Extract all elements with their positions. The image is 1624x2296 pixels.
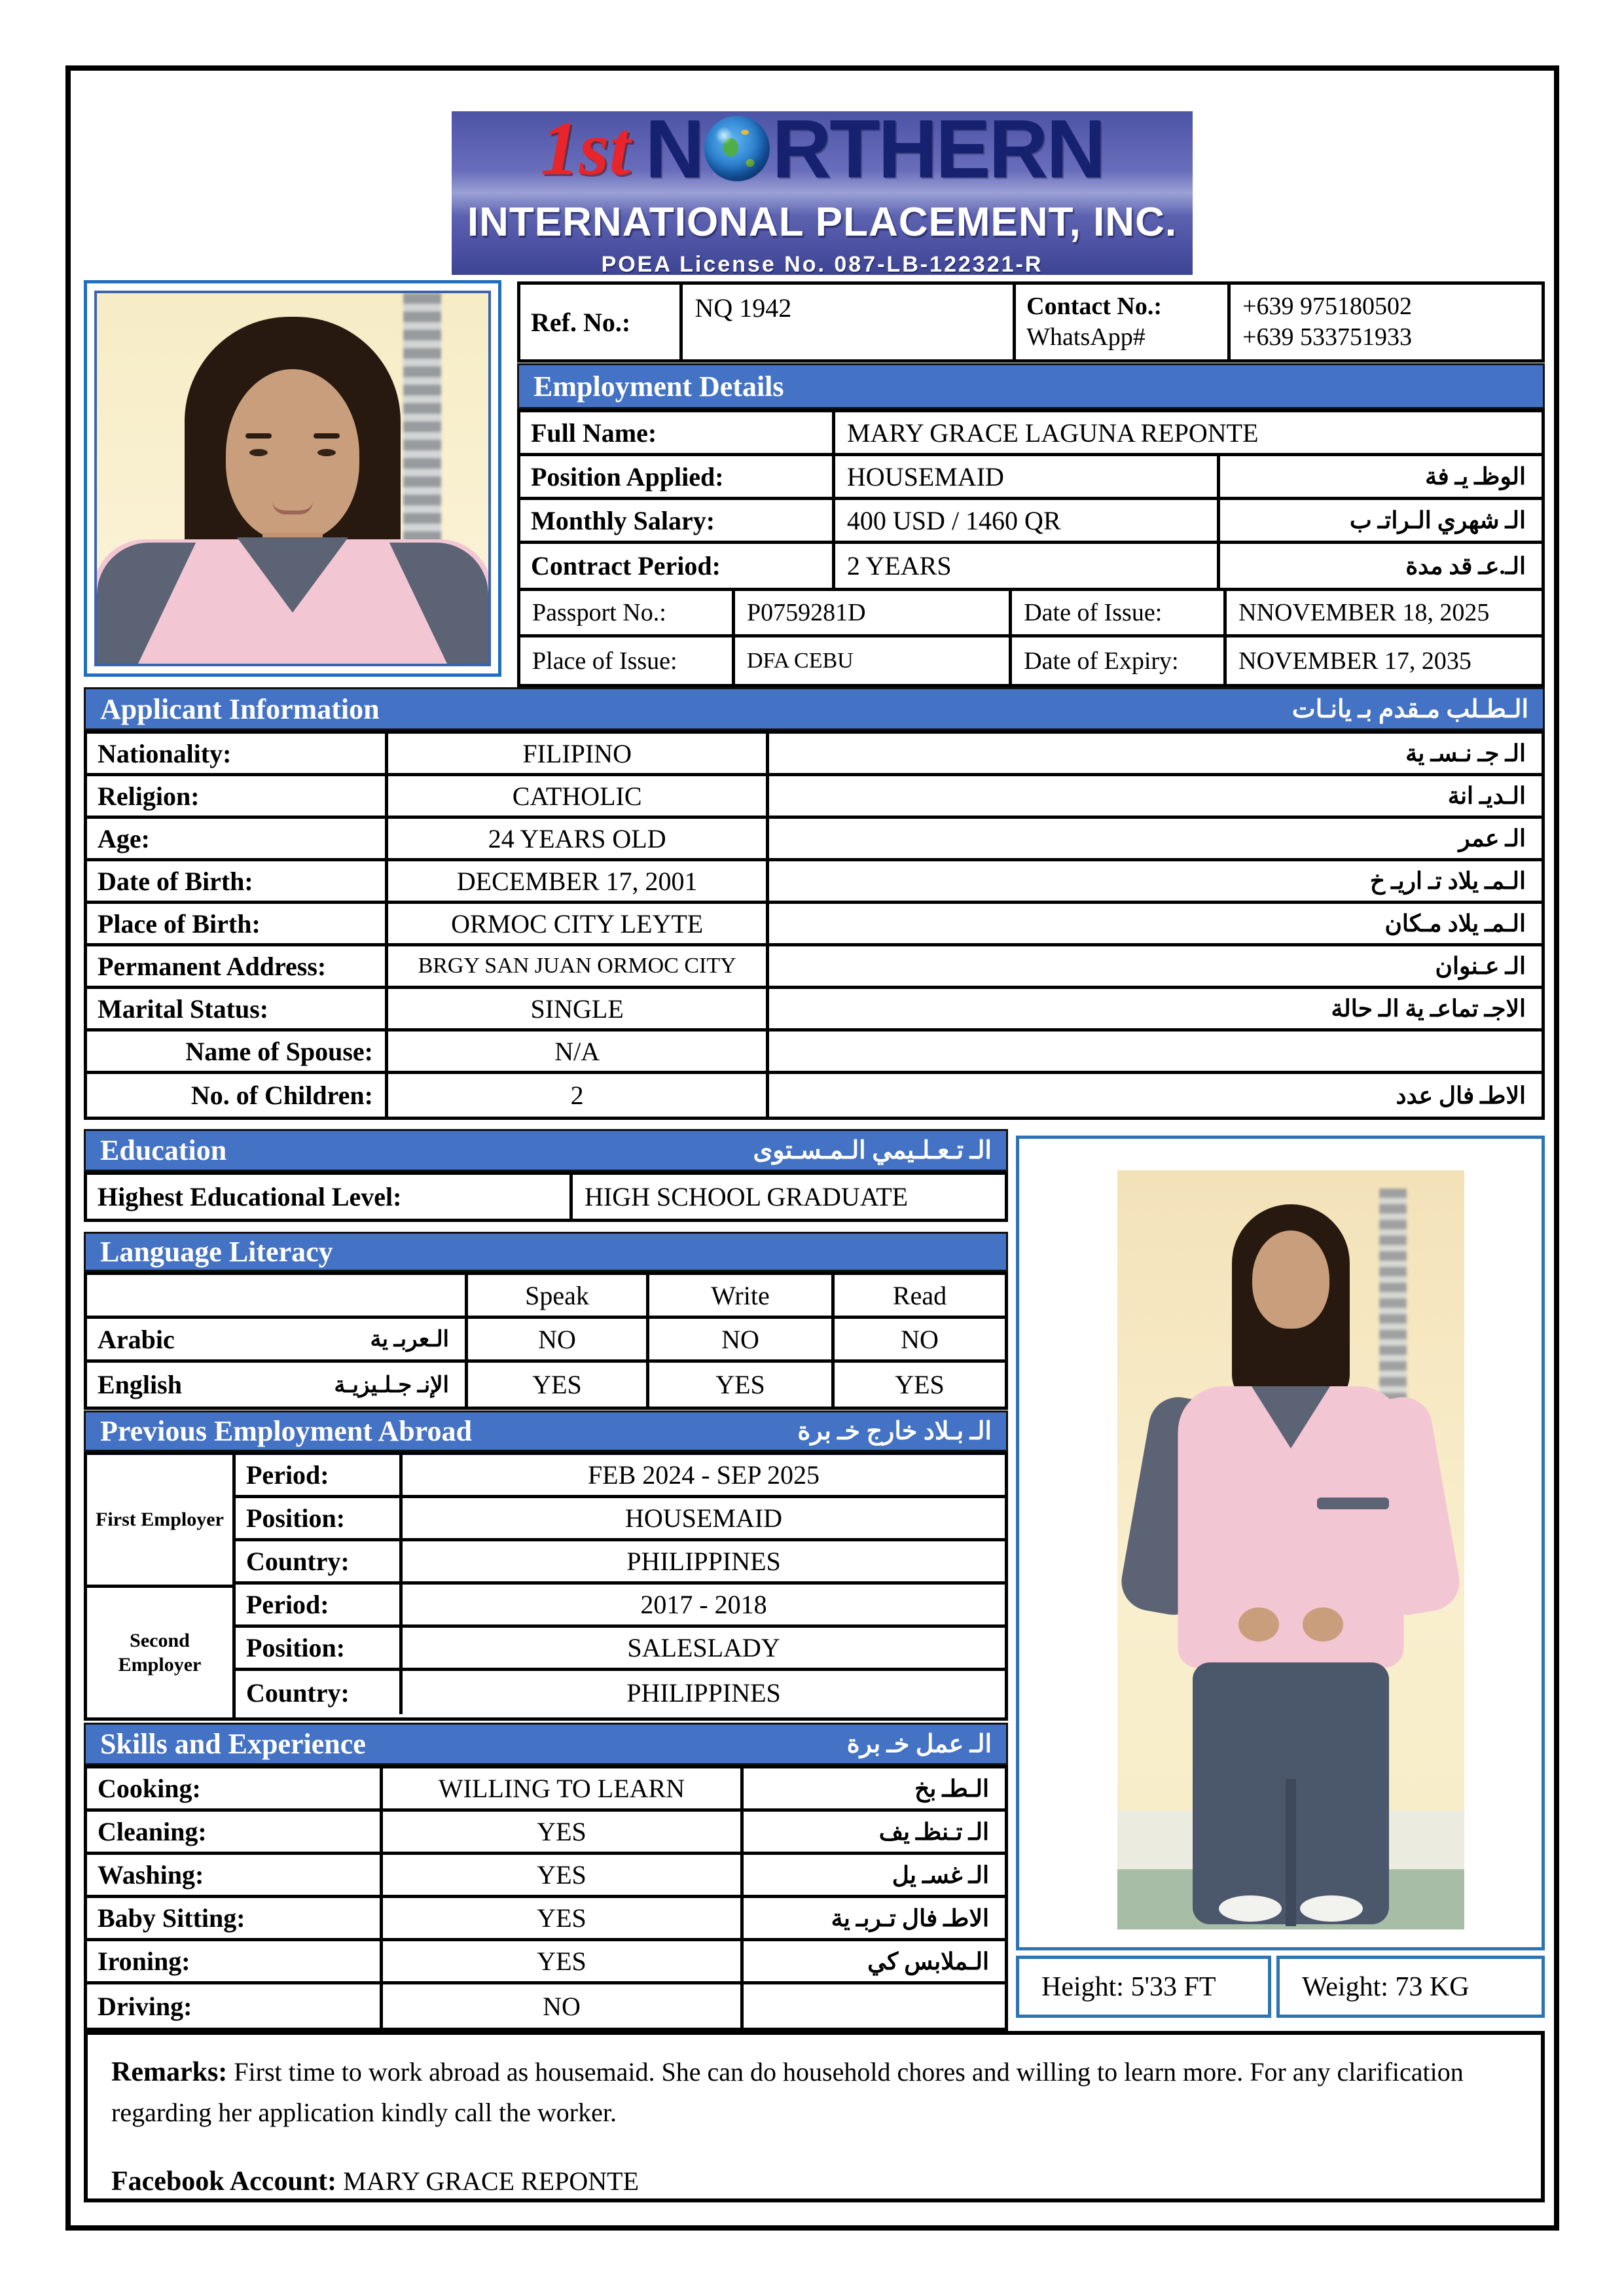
place-of-birth-arabic: الـمـ يلاد مـكان <box>1384 910 1526 937</box>
nationality-label: Nationality: <box>87 734 388 773</box>
weight-value: Weight: 73 KG <box>1302 1971 1470 2002</box>
nationality-arabic: الـ جـ نـسـ ية <box>1405 740 1526 766</box>
employment-details-table <box>517 409 1545 591</box>
no-of-children-value: 2 <box>388 1074 769 1117</box>
fullbody-hand <box>1238 1607 1279 1641</box>
previous-employment-title-arabic: الـ بـلاد خارج خـ برة <box>797 1418 992 1445</box>
remarks-box <box>84 2031 1545 2202</box>
education-title: Education <box>100 1134 227 1166</box>
first-country-value: PHILIPPINES <box>626 1547 781 1576</box>
agency-logo <box>452 102 1193 277</box>
applicant-information-header <box>84 687 1545 730</box>
language-literacy-title: Language Literacy <box>100 1236 333 1268</box>
monthly-salary-value: 400 USD / 1460 QR <box>835 500 1220 541</box>
date-of-issue-label: Date of Issue: <box>1012 591 1227 634</box>
logo-n: N <box>645 102 703 195</box>
contract-period-arabic: الـ.عـ قد مدة <box>1405 552 1526 579</box>
religion-arabic: الـديـ انة <box>1447 783 1526 809</box>
fullbody-shoe <box>1300 1895 1363 1922</box>
no-of-children-label: No. of Children: <box>87 1074 388 1117</box>
globe-icon <box>704 116 770 181</box>
religion-label: Religion: <box>87 776 388 816</box>
skills-header <box>84 1723 1008 1765</box>
headshot-photo-frame <box>84 280 501 677</box>
applicant-fullbody-photo <box>1026 1145 1535 1941</box>
marital-status-label: Marital Status: <box>87 989 388 1028</box>
permanent-address-value: BRGY SAN JUAN ORMOC CITY <box>388 946 769 986</box>
logo-license-line: POEA License No. 087-LB-122321-R <box>601 251 1043 277</box>
date-of-birth-label: Date of Birth: <box>87 861 388 901</box>
employment-details-title: Employment Details <box>533 370 784 403</box>
fullbody-photo-frame <box>1016 1136 1545 1950</box>
first-employer-label: First Employer <box>87 1455 232 1588</box>
cleaning-value: YES <box>383 1812 744 1852</box>
english-read-value: YES <box>895 1370 945 1399</box>
ref-no-label: Ref. No.: <box>520 285 683 359</box>
highest-educational-level-label: Highest Educational Level: <box>87 1175 573 1219</box>
cooking-label: Cooking: <box>87 1768 383 1808</box>
baby-sitting-arabic: الاطـ فال تـربـ ية <box>831 1905 989 1931</box>
washing-value: YES <box>383 1855 744 1895</box>
date-of-expiry-value: NOVEMBER 17, 2035 <box>1238 647 1471 675</box>
facebook-account-label: Facebook Account: <box>111 2166 337 2197</box>
facebook-account-line <box>111 2161 1517 2202</box>
previous-employment-table <box>84 1452 1008 1721</box>
contract-period-value: 2 YEARS <box>835 544 1220 588</box>
permanent-address-label: Permanent Address: <box>87 946 388 986</box>
first-period-label: Period: <box>236 1455 403 1495</box>
ref-contact-table <box>517 281 1545 363</box>
driving-value: NO <box>383 1984 744 2028</box>
date-of-expiry-label: Date of Expiry: <box>1012 637 1227 684</box>
headshot-face <box>226 369 359 541</box>
baby-sitting-value: YES <box>383 1898 744 1938</box>
cooking-value: WILLING TO LEARN <box>383 1768 744 1808</box>
first-position-value: HOUSEMAID <box>625 1503 782 1533</box>
headshot-brow <box>245 433 272 439</box>
arabic-language-label-arabic: الـعربـ ية <box>370 1327 449 1352</box>
marital-status-arabic: الاجـ تماعـ ية الـ حالة <box>1331 996 1526 1022</box>
position-applied-label: Position Applied: <box>520 456 835 497</box>
contract-period-label: Contract Period: <box>520 544 835 588</box>
washing-label: Washing: <box>87 1855 383 1895</box>
full-name-value: MARY GRACE LAGUNA REPONTE <box>846 418 1259 448</box>
place-of-birth-value: ORMOC CITY LEYTE <box>388 904 769 943</box>
religion-value: CATHOLIC <box>388 776 769 816</box>
cleaning-label: Cleaning: <box>87 1812 383 1852</box>
passport-table <box>517 588 1545 687</box>
full-name-label: Full Name: <box>520 412 835 453</box>
literacy-col-speak: Speak <box>468 1275 649 1316</box>
employment-details-header <box>517 363 1545 409</box>
passport-no-value: P0759281D <box>735 591 1012 634</box>
page-border <box>65 65 1559 2231</box>
english-write-value: YES <box>649 1363 835 1407</box>
literacy-corner-cell <box>87 1275 468 1316</box>
headshot-eye <box>249 449 268 456</box>
monthly-salary-arabic: الـ شهري الـراتـ ب <box>1349 507 1526 533</box>
ref-no-value: NQ 1942 <box>683 285 1016 359</box>
contact-no-label: Contact No.: <box>1026 292 1163 320</box>
logo-northern-text <box>645 101 1104 196</box>
first-period-value: FEB 2024 - SEP 2025 <box>587 1460 820 1490</box>
literacy-col-read: Read <box>892 1280 947 1310</box>
place-of-issue-value: DFA CEBU <box>735 637 1012 684</box>
driving-label: Driving: <box>87 1984 383 2028</box>
nationality-value: FILIPINO <box>388 734 769 773</box>
fullbody-uniform-pocket <box>1317 1498 1389 1509</box>
washing-arabic: الـ غسـ يل <box>892 1861 989 1888</box>
second-country-value: PHILIPPINES <box>626 1677 781 1708</box>
applicant-information-table <box>84 730 1545 1120</box>
literacy-col-write: Write <box>649 1275 835 1316</box>
name-of-spouse-value: N/A <box>388 1031 769 1071</box>
whatsapp-label: WhatsApp# <box>1026 323 1146 351</box>
age-value: 24 YEARS OLD <box>388 819 769 858</box>
whatsapp-value: +639 533751933 <box>1242 323 1413 351</box>
second-period-value: 2017 - 2018 <box>640 1590 767 1619</box>
first-position-label: Position: <box>236 1498 403 1538</box>
agency-logo-name <box>541 101 1104 196</box>
fullbody-photo-background <box>1117 1170 1464 1929</box>
passport-no-label: Passport No.: <box>520 591 735 634</box>
previous-employment-title: Previous Employment Abroad <box>100 1415 472 1447</box>
education-title-arabic: الـ تـعـلـيمي الـمـسـتوى <box>753 1137 992 1164</box>
second-position-value: SALESLADY <box>627 1633 780 1662</box>
arabic-speak-value: NO <box>468 1319 649 1359</box>
education-table <box>84 1172 1008 1222</box>
name-of-spouse-arabic <box>769 1031 1542 1071</box>
skills-title: Skills and Experience <box>100 1728 366 1760</box>
logo-rthern: RTHERN <box>772 102 1104 195</box>
place-of-issue-label: Place of Issue: <box>520 637 735 684</box>
date-of-birth-value: DECEMBER 17, 2001 <box>388 861 769 901</box>
fullbody-pants-split <box>1286 1779 1296 1926</box>
previous-employment-header <box>84 1410 1008 1452</box>
permanent-address-arabic: الـ عـنوان <box>1435 953 1526 979</box>
height-value: Height: 5'33 FT <box>1041 1971 1216 2002</box>
second-employer-label: Second Employer <box>118 1629 202 1676</box>
ironing-arabic: الـملابس كي <box>867 1948 989 1975</box>
headshot-brow <box>314 433 340 439</box>
language-literacy-header <box>84 1232 1008 1272</box>
ironing-label: Ironing: <box>87 1941 383 1981</box>
weight-box <box>1276 1956 1545 2018</box>
ironing-value: YES <box>383 1941 744 1981</box>
english-language-label: English <box>98 1370 182 1399</box>
driving-arabic <box>744 1984 1005 2028</box>
place-of-birth-label: Place of Birth: <box>87 904 388 943</box>
arabic-language-label: Arabic <box>98 1324 175 1354</box>
arabic-read-value: NO <box>901 1324 939 1354</box>
applicant-headshot-photo <box>94 291 491 666</box>
arabic-write-value: NO <box>649 1319 835 1359</box>
logo-company-line: INTERNATIONAL PLACEMENT, INC. <box>467 199 1178 245</box>
applicant-information-title: Applicant Information <box>100 692 380 725</box>
cleaning-arabic: الـ تـنظـ يف <box>878 1818 989 1845</box>
position-applied-arabic: الوظـ يـ فة <box>1425 463 1526 490</box>
date-of-birth-arabic: الـمـ يلاد تـ اريـ خ <box>1369 868 1526 894</box>
skills-table <box>84 1765 1008 2031</box>
marital-status-value: SINGLE <box>388 989 769 1028</box>
facebook-account-value: MARY GRACE REPONTE <box>343 2166 640 2196</box>
english-speak-value: YES <box>468 1363 649 1407</box>
remarks-text: First time to work abroad as housemaid. She can do household chores and willing to learn more. For any clarification regarding her application kindly call the worker. <box>111 2057 1464 2127</box>
name-of-spouse-label: Name of Spouse: <box>87 1031 388 1071</box>
second-position-label: Position: <box>236 1628 403 1668</box>
second-country-label: Country: <box>236 1671 403 1714</box>
fullbody-shoe <box>1219 1895 1282 1922</box>
no-of-children-arabic: الاطـ فال عدد <box>1396 1082 1526 1109</box>
baby-sitting-label: Baby Sitting: <box>87 1898 383 1938</box>
education-header <box>84 1129 1008 1172</box>
monthly-salary-label: Monthly Salary: <box>520 500 835 541</box>
age-label: Age: <box>87 819 388 858</box>
position-applied-value: HOUSEMAID <box>835 456 1220 497</box>
logo-1st-text: 1st <box>540 105 631 191</box>
fullbody-hand <box>1303 1607 1343 1641</box>
cooking-arabic: الـطـ بخ <box>914 1775 989 1802</box>
remarks-paragraph <box>111 2052 1517 2132</box>
date-of-issue-value: NNOVEMBER 18, 2025 <box>1238 599 1490 626</box>
age-arabic: الـ عمر <box>1458 825 1526 852</box>
english-language-label-arabic: الإنـ جـلـيزيـة <box>334 1372 449 1397</box>
contact-no-value: +639 975180502 <box>1242 292 1413 320</box>
highest-educational-level-value: HIGH SCHOOL GRADUATE <box>585 1182 909 1211</box>
applicant-information-title-arabic: الـطـلب مـقدم بـ يانـات <box>1291 695 1528 723</box>
fullbody-face <box>1252 1230 1329 1329</box>
language-literacy-table <box>84 1272 1008 1410</box>
second-period-label: Period: <box>236 1585 403 1624</box>
skills-title-arabic: الـ عمل خـ برة <box>846 1731 992 1758</box>
first-country-label: Country: <box>236 1541 403 1581</box>
headshot-eye <box>317 449 336 456</box>
remarks-label: Remarks: <box>111 2057 228 2087</box>
height-box <box>1016 1956 1271 2018</box>
